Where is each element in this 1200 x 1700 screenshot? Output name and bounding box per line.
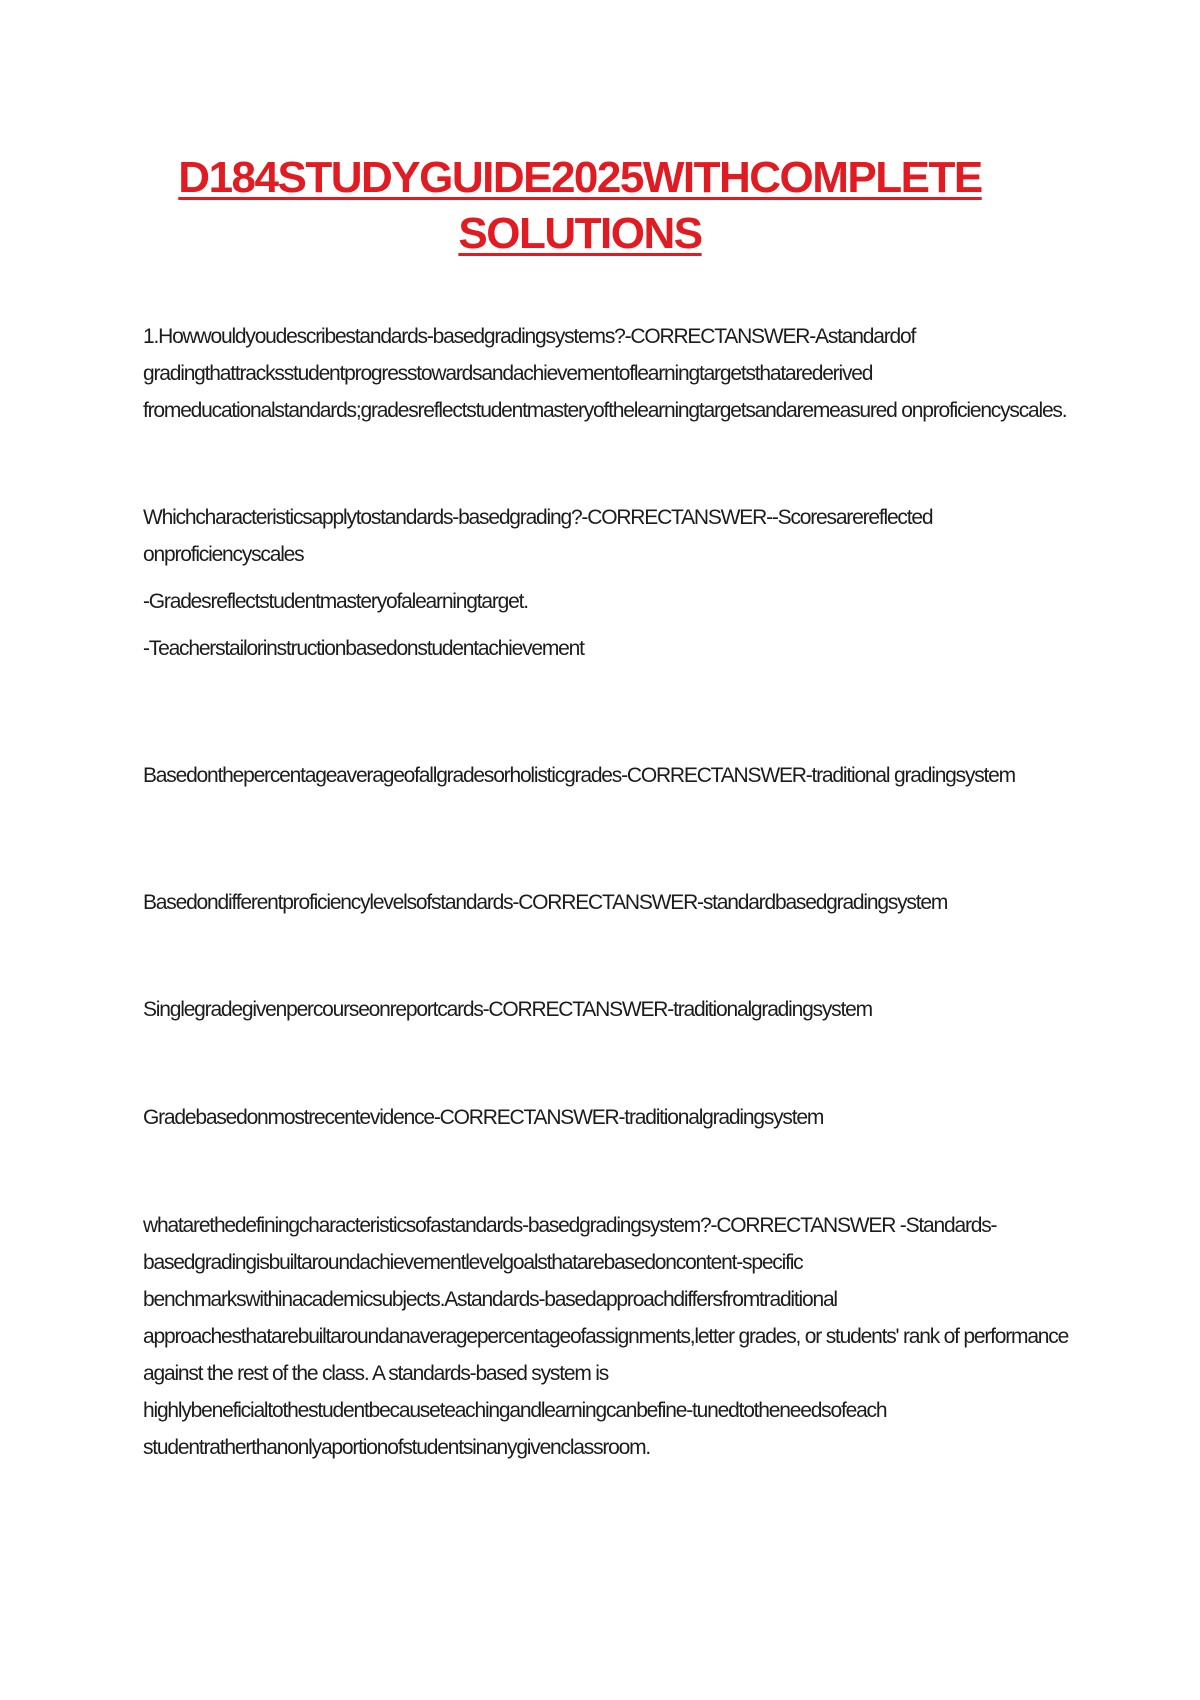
qa-item-7: whatarethedefiningcharacteristicsofastandards-basedgradingsystem?-CORRECTANSWER -Standards-basedgradingisbuiltaroundachievementlevelgoalsthatarebasedoncontent-specific benchmarkswithinacademicsubjects.Astandards-basedapproachdiffersfromtraditional approachesthatarebuiltaroundanaveragepercentageofassignments,letter grades, or students' rank of performance against the rest of the class. A standards-based system is highlybeneficialtothestudentbecauseteachingandlearningcanbefine-tunedtotheneedsofeach studentratherthanonlyaportionofstudentsinanygivenclassroom. [143,1214,1069,1459]
qa-item-5: Singlegradegivenpercourseonreportcards-CORRECTANSWER-traditionalgradingsystem [143,998,872,1021]
qa-item-3: Basedonthepercentageaverageofallgradesorholisticgrades-CORRECTANSWER-traditional gradingsystem [143,764,1015,787]
qa-item-4: Basedondifferentproficiencylevelsofstandards-CORRECTANSWER-standardbasedgradingsystem [143,891,948,914]
document-title [150,150,1010,262]
title-line-1: D184STUDYGUIDE2025WITHCOMPLETE [178,153,982,202]
title-line-2: SOLUTIONS [458,209,702,258]
document-body [143,318,1078,1466]
qa-item-2-bullet-1: -Gradesreflectstudentmasteryofalearningtarget. [143,590,528,613]
qa-item-6: Gradebasedonmostrecentevidence-CORRECTANSWER-traditionalgradingsystem [143,1106,824,1129]
qa-item-2: Whichcharacteristicsapplytostandards-basedgrading?-CORRECTANSWER--Scoresarereflected onproficiencyscales [143,506,933,566]
qa-item-2-bullet-2: -Teacherstailorinstructionbasedonstudentachievement [143,637,584,660]
qa-item-1: 1.Howwouldyoudescribestandards-basedgradingsystems?-CORRECTANSWER-Astandardof gradingthattracksstudentprogresstowardsandachievementoflearningtargetsthatarederived fromeducationalstandards;gradesreflectstudentmasteryofthelearningtargetsandaremeasured onproficiencyscales. [143,325,1067,422]
